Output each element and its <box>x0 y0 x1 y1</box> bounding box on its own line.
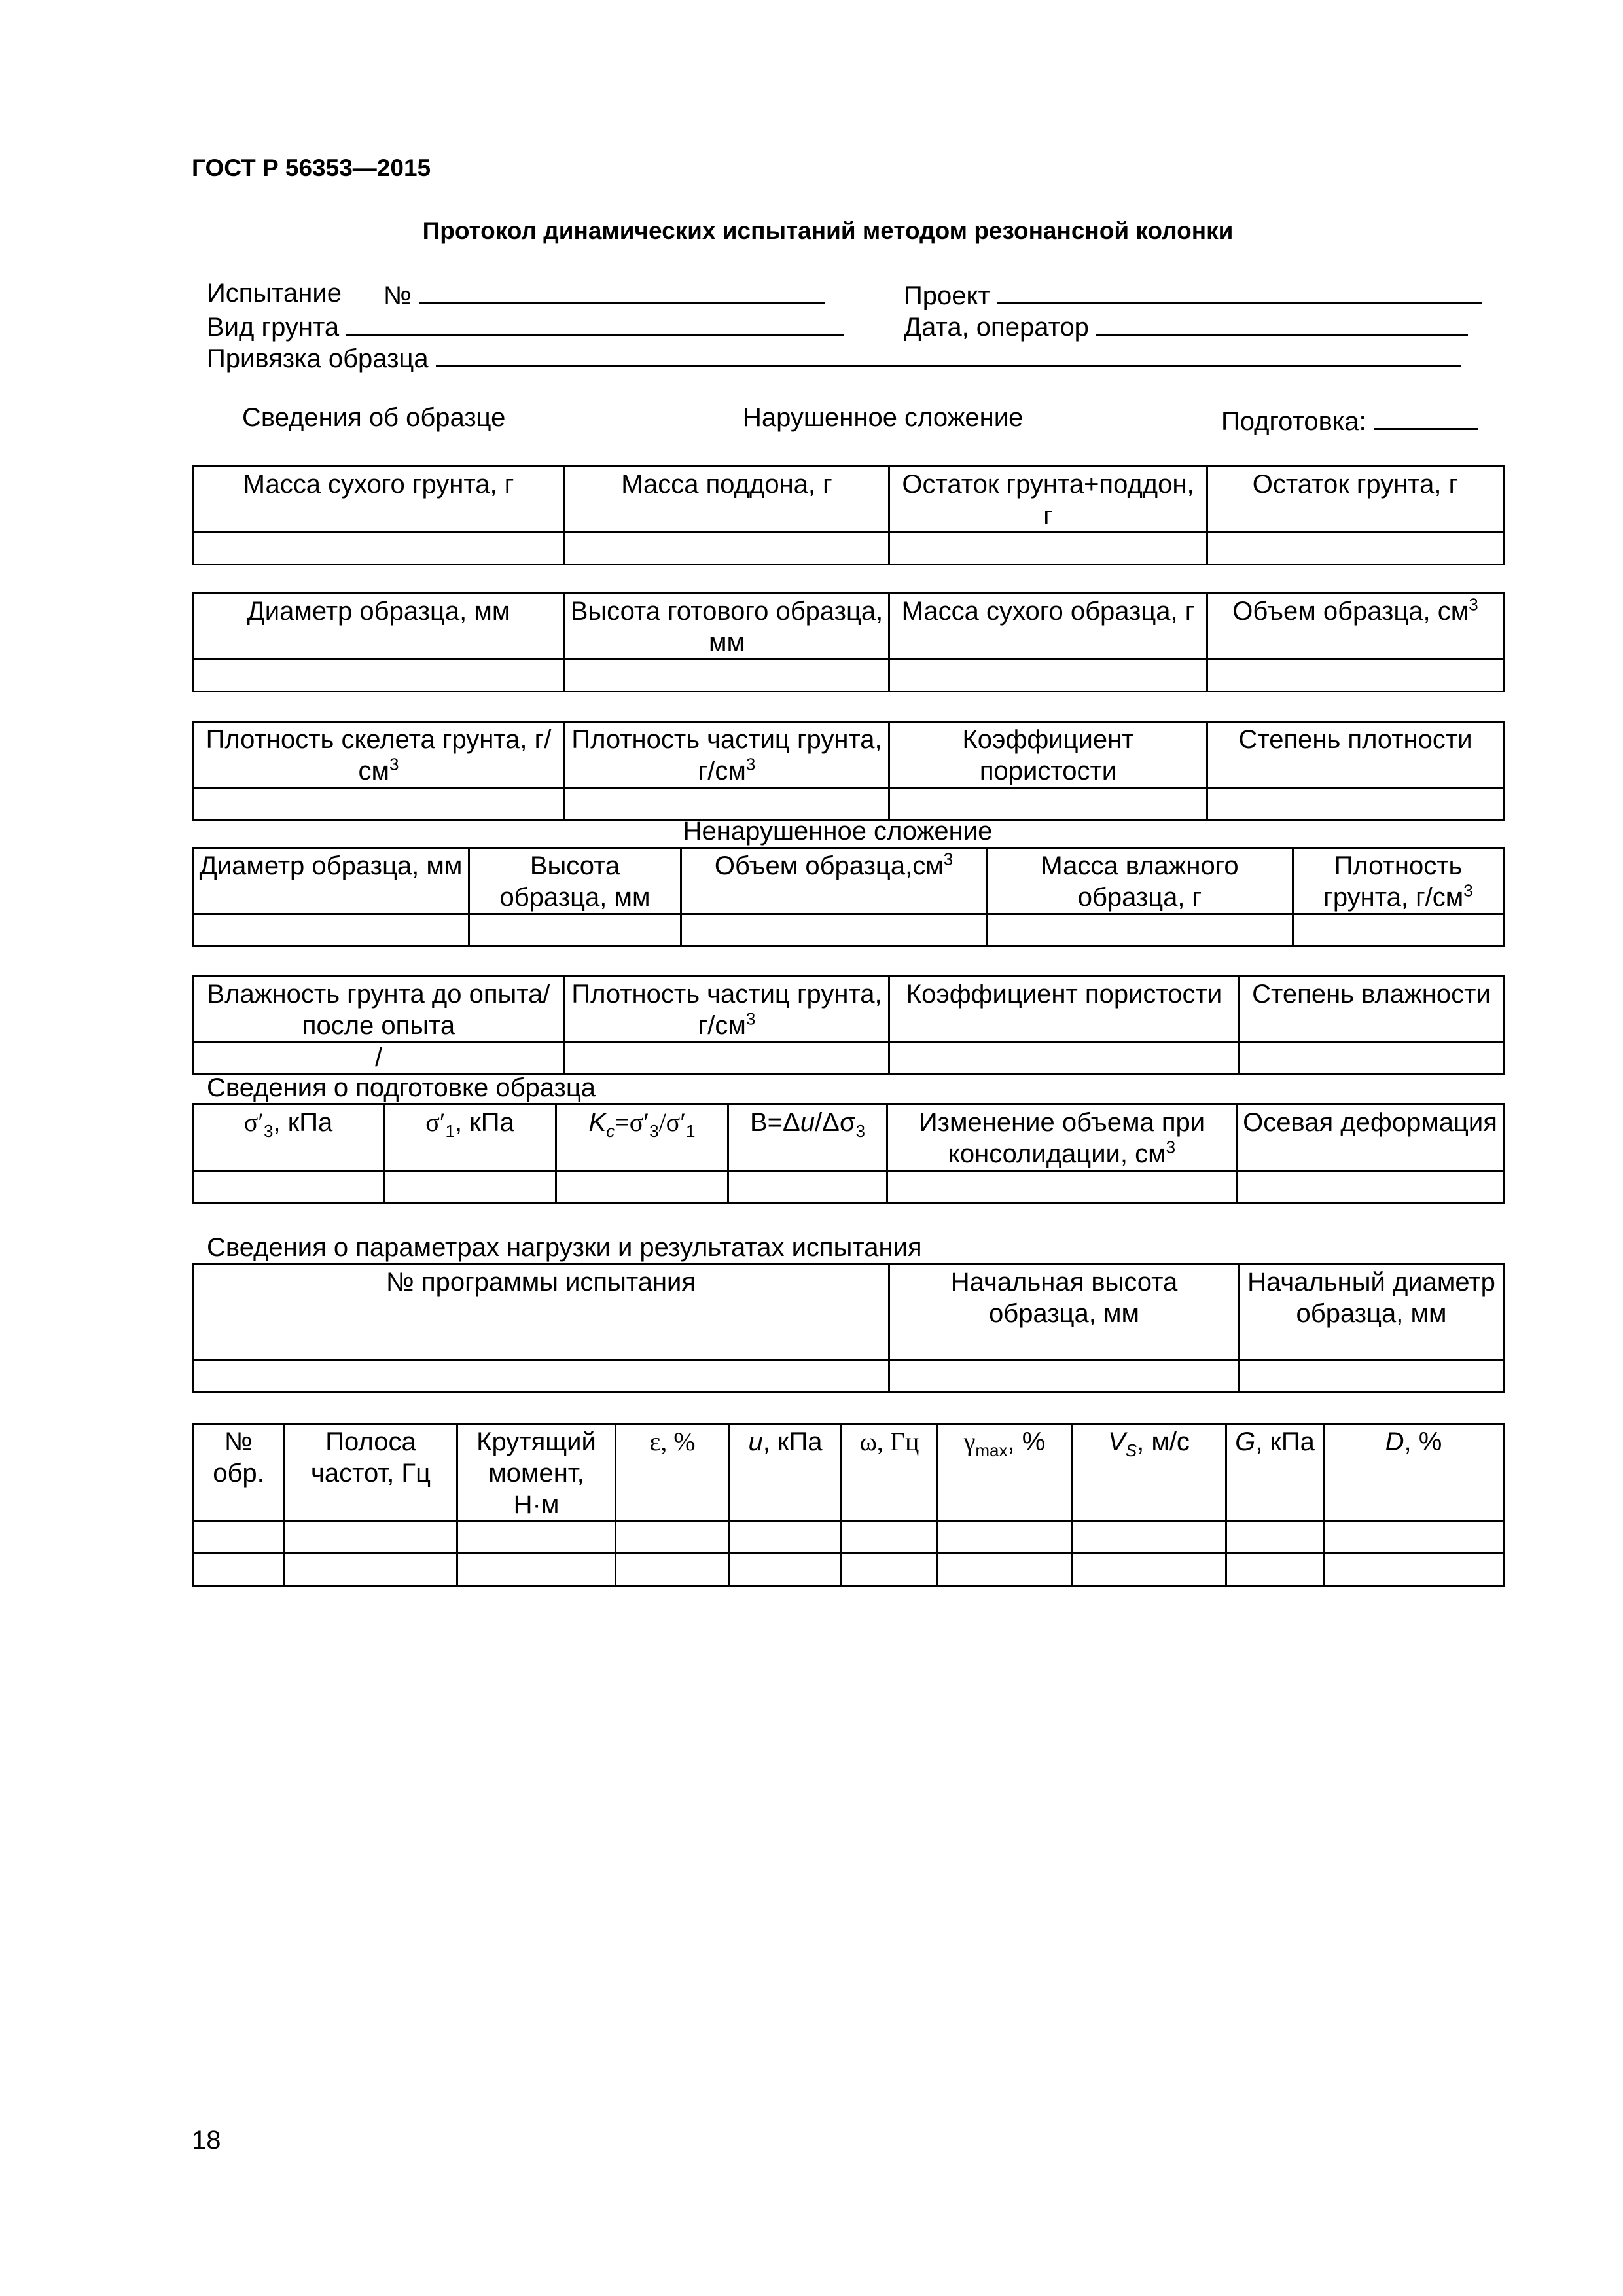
table-cell[interactable] <box>1072 1554 1226 1586</box>
table-cell[interactable] <box>1072 1522 1226 1554</box>
col-sigma1: $\sigma'_1$, кПа <box>384 1105 556 1171</box>
col-shear-wave-velocity: $V_S$, м/с <box>1072 1424 1226 1522</box>
table-cell[interactable] <box>285 1522 457 1554</box>
table-cell[interactable] <box>1237 1171 1504 1203</box>
page-number: 18 <box>192 2126 221 2155</box>
test-number-line[interactable] <box>419 278 825 304</box>
col-sigma3: $\sigma'_3$, кПа <box>193 1105 384 1171</box>
project-line[interactable] <box>997 278 1482 304</box>
table-cell[interactable] <box>1207 660 1504 692</box>
sample-binding-row <box>207 340 1461 374</box>
table-cell[interactable] <box>616 1522 730 1554</box>
table-cell[interactable] <box>1240 1360 1504 1392</box>
col-soil-moisture: Влажность грунта до опыта/после опыта <box>193 977 565 1043</box>
col-sample-volume: Объем образца, $см^3$ <box>1207 594 1504 660</box>
col-kc: $K_c=\sigma'_3/\sigma'_1$ <box>556 1105 728 1171</box>
sample-binding-label: Привязка образца <box>207 344 429 373</box>
col-sample-volume: Объем $образца,см^3$ <box>681 848 987 914</box>
col-frequency-band: Полоса частот, Гц <box>285 1424 457 1522</box>
col-volume-change: Изменение объема при консолидации, $см^3$ <box>887 1105 1237 1171</box>
preparation-line[interactable] <box>1374 403 1478 430</box>
col-moisture-degree: Степень влажности <box>1240 977 1504 1043</box>
col-omega: ω, Гц <box>842 1424 938 1522</box>
test-field-row <box>207 278 342 309</box>
table-cell[interactable] <box>728 1171 887 1203</box>
table-cell[interactable] <box>1226 1554 1324 1586</box>
table-cell[interactable] <box>285 1554 457 1586</box>
disturbed-label: Нарушенное сложение <box>743 403 1024 432</box>
preparation-table <box>192 1103 1505 1204</box>
table-cell[interactable] <box>842 1522 938 1554</box>
col-pore-pressure: u, кПа <box>730 1424 842 1522</box>
soil-type-line[interactable] <box>346 309 844 336</box>
table-cell[interactable] <box>193 1171 384 1203</box>
col-dry-sample-mass: Масса сухого образца, г <box>889 594 1207 660</box>
col-sample-diameter: Диаметр образца, мм <box>193 848 469 914</box>
load-section-title: Сведения о параметрах нагрузки и результатах испытания <box>207 1233 922 1262</box>
table-cell[interactable] <box>1324 1554 1504 1586</box>
table-cell[interactable] <box>384 1171 556 1203</box>
table-cell[interactable] <box>1207 788 1504 820</box>
table-cell[interactable] <box>889 1043 1240 1075</box>
undisturbed-label: Ненарушенное сложение <box>683 817 993 846</box>
dry-soil-mass-table <box>192 465 1505 565</box>
table-cell[interactable] <box>457 1554 616 1586</box>
col-porosity-coefficient: Коэффициент пористости <box>889 977 1240 1043</box>
col-initial-diameter: Начальный диаметр образца, мм <box>1240 1265 1504 1360</box>
date-operator-label: Дата, оператор <box>904 313 1089 342</box>
col-soil-tray-residue: Остаток грунта+поддон, г <box>889 467 1207 533</box>
table-cell[interactable] <box>887 1171 1237 1203</box>
table-cell[interactable] <box>889 788 1207 820</box>
project-row <box>904 278 1482 312</box>
col-initial-height: Начальная высота образца, мм <box>889 1265 1240 1360</box>
soil-type-label: Вид грунта <box>207 313 340 342</box>
col-particle-density: Плотность частиц грунта, $г/см^3$ <box>565 722 889 788</box>
col-ready-sample-height: Высота готового образца, мм <box>565 594 889 660</box>
table-cell[interactable] <box>730 1554 842 1586</box>
col-soil-residue: Остаток грунта, г <box>1207 467 1504 533</box>
protocol-title: Протокол динамических испытаний методом резонансной колонки <box>422 217 1234 244</box>
table-cell[interactable] <box>556 1171 728 1203</box>
table-cell[interactable] <box>1226 1522 1324 1554</box>
table-cell[interactable] <box>565 660 889 692</box>
col-porosity-coefficient: Коэффициент пористости <box>889 722 1207 788</box>
soil-type-row <box>207 309 844 343</box>
table-cell[interactable] <box>193 788 565 820</box>
col-torque: Крутящий момент, Н·м <box>457 1424 616 1522</box>
table-cell[interactable] <box>938 1554 1072 1586</box>
table-cell[interactable] <box>1324 1522 1504 1554</box>
col-soil-density: Плотность грунта, $г/см^3$ <box>1293 848 1504 914</box>
table-cell[interactable] <box>565 788 889 820</box>
table-cell[interactable] <box>889 1360 1240 1392</box>
col-sample-diameter: Диаметр образца, мм <box>193 594 565 660</box>
sample-dimensions-table <box>192 592 1505 692</box>
moisture-table <box>192 975 1505 1075</box>
col-axial-deformation: Осевая деформация <box>1237 1105 1504 1171</box>
undisturbed-sample-table <box>192 847 1505 947</box>
table-cell[interactable] <box>1240 1043 1504 1075</box>
test-number-row <box>383 278 825 312</box>
document-header: ГОСТ Р 56353—2015 <box>192 154 431 181</box>
col-density-degree: Степень плотности <box>1207 722 1504 788</box>
col-dry-soil-mass: Масса сухого грунта, г <box>193 467 565 533</box>
table-cell[interactable] <box>457 1522 616 1554</box>
table-cell[interactable] <box>193 1522 285 1554</box>
col-sample-no: № обр. <box>193 1424 285 1522</box>
table-cell[interactable] <box>193 1360 889 1392</box>
preparation-section-title: Сведения о подготовке образца <box>207 1073 596 1102</box>
table-cell[interactable] <box>193 914 469 946</box>
col-b-coefficient: $B=\Delta u/\Delta\sigma_3$ <box>728 1105 887 1171</box>
col-sample-height: Высота образца, мм <box>469 848 681 914</box>
col-tray-mass: Масса поддона, г <box>565 467 889 533</box>
test-program-table <box>192 1263 1505 1393</box>
preparation-label: Подготовка: <box>1221 407 1366 436</box>
table-cell[interactable] <box>1293 914 1504 946</box>
table-cell[interactable] <box>987 914 1293 946</box>
density-table <box>192 721 1505 821</box>
project-label: Проект <box>904 281 990 310</box>
date-operator-row <box>904 309 1468 343</box>
table-cell[interactable] <box>938 1522 1072 1554</box>
col-particle-density: Плотность частиц грунта, $г/см^3$ <box>565 977 889 1043</box>
table-cell[interactable] <box>193 1554 285 1586</box>
table-cell[interactable] <box>842 1554 938 1586</box>
col-test-program-number: № программы испытания <box>193 1265 889 1360</box>
table-cell[interactable] <box>193 533 565 565</box>
moisture-before-after-cell[interactable]: / <box>193 1043 565 1075</box>
table-cell[interactable] <box>730 1522 842 1554</box>
test-label: Испытание <box>207 279 342 308</box>
table-cell[interactable] <box>616 1554 730 1586</box>
table-cell[interactable] <box>565 1043 889 1075</box>
col-dry-density: Плотность скелета грунта, $г/см^3$ <box>193 722 565 788</box>
col-epsilon: ε, % <box>616 1424 730 1522</box>
col-shear-modulus: G, кПа <box>1226 1424 1324 1522</box>
table-cell[interactable] <box>565 533 889 565</box>
col-damping: D, % <box>1324 1424 1504 1522</box>
col-gamma-max: $\gamma_{max}$, % <box>938 1424 1072 1522</box>
sample-binding-line[interactable] <box>436 340 1461 367</box>
results-table <box>192 1423 1505 1587</box>
preparation-row <box>1221 403 1478 437</box>
table-cell[interactable] <box>681 914 987 946</box>
table-cell[interactable] <box>889 533 1207 565</box>
table-cell[interactable] <box>193 660 565 692</box>
sample-info-title: Сведения об образце <box>242 403 506 432</box>
table-cell[interactable] <box>469 914 681 946</box>
col-wet-sample-mass: Масса влажного образца, г <box>987 848 1293 914</box>
table-cell[interactable] <box>889 660 1207 692</box>
table-cell[interactable] <box>1207 533 1504 565</box>
test-number-label: № <box>383 281 412 310</box>
date-operator-line[interactable] <box>1096 309 1468 336</box>
